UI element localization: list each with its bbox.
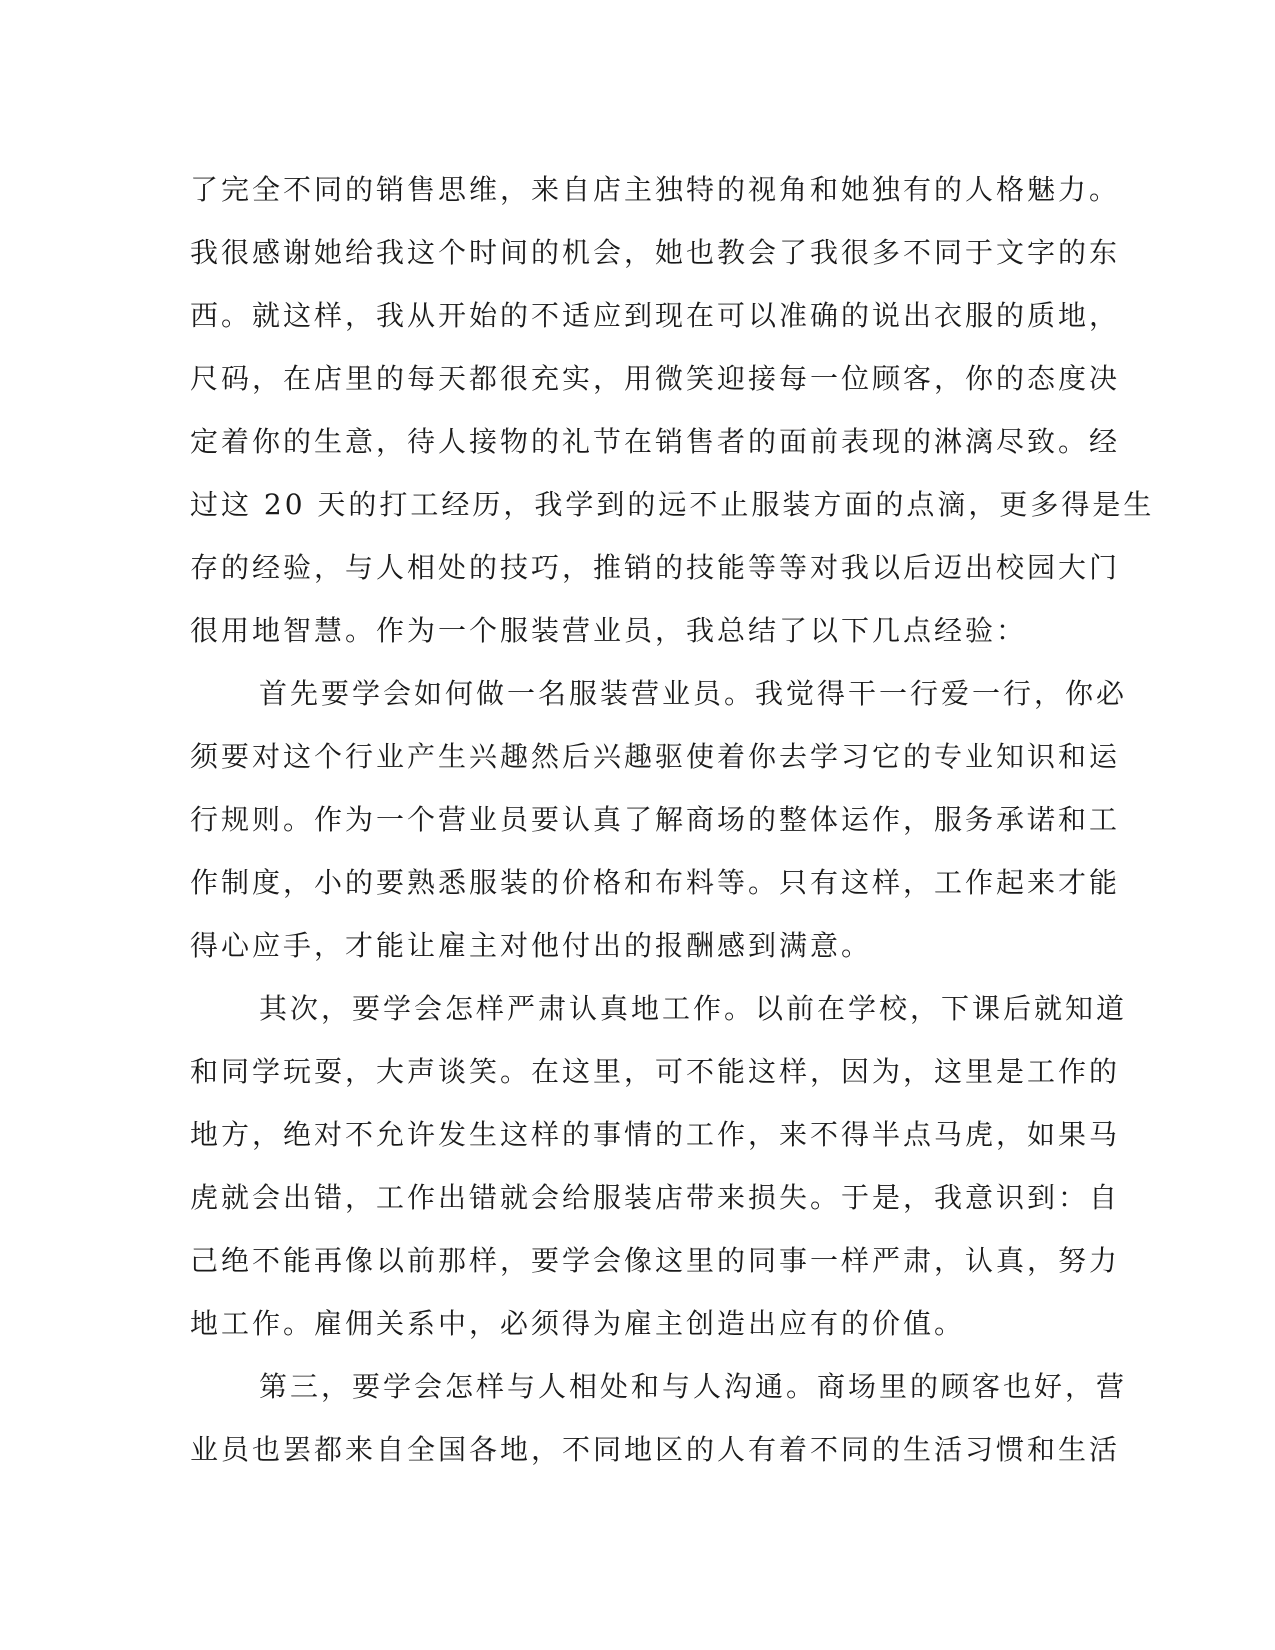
text-line: 须要对这个行业产生兴趣然后兴趣驱使着你去学习它的专业知识和运 bbox=[190, 740, 1121, 773]
text-line: 地工作。雇佣关系中，必须得为雇主创造出应有的价值。 bbox=[190, 1307, 966, 1340]
text-line: 定着你的生意，待人接物的礼节在销售者的面前表现的淋漓尽致。经 bbox=[190, 425, 1121, 458]
text-line: 地方，绝对不允许发生这样的事情的工作，来不得半点马虎，如果马 bbox=[190, 1118, 1121, 1151]
text-line: 过这 20 天的打工经历，我学到的远不止服装方面的点滴，更多得是生 bbox=[190, 488, 1155, 521]
text-line: 尺码，在店里的每天都很充实，用微笑迎接每一位顾客，你的态度决 bbox=[190, 362, 1121, 395]
body-text bbox=[190, 158, 1155, 1481]
text-line: 存的经验，与人相处的技巧，推销的技能等等对我以后迈出校园大门 bbox=[190, 551, 1121, 584]
text-line: 了完全不同的销售思维，来自店主独特的视角和她独有的人格魅力。 bbox=[190, 173, 1121, 206]
text-line: 己绝不能再像以前那样，要学会像这里的同事一样严肃，认真，努力 bbox=[190, 1244, 1121, 1277]
text-line: 我很感谢她给我这个时间的机会，她也教会了我很多不同于文字的东 bbox=[190, 236, 1121, 269]
text-line: 行规则。作为一个营业员要认真了解商场的整体运作，服务承诺和工 bbox=[190, 803, 1121, 836]
paragraph-first-line: 其次，要学会怎样严肃认真地工作。以前在学校，下课后就知道 bbox=[259, 992, 1128, 1025]
text-line: 作制度，小的要熟悉服装的价格和布料等。只有这样，工作起来才能 bbox=[190, 866, 1121, 899]
text-line: 得心应手，才能让雇主对他付出的报酬感到满意。 bbox=[190, 929, 873, 962]
paragraph-first-line: 第三，要学会怎样与人相处和与人沟通。商场里的顾客也好，营 bbox=[259, 1370, 1128, 1403]
text-line: 西。就这样，我从开始的不适应到现在可以准确的说出衣服的质地， bbox=[190, 299, 1121, 332]
text-line: 业员也罢都来自全国各地，不同地区的人有着不同的生活习惯和生活 bbox=[190, 1433, 1121, 1466]
text-line: 和同学玩耍，大声谈笑。在这里，可不能这样，因为，这里是工作的 bbox=[190, 1055, 1121, 1088]
paragraph-first-line: 首先要学会如何做一名服装营业员。我觉得干一行爱一行，你必 bbox=[259, 677, 1128, 710]
text-line: 很用地智慧。作为一个服装营业员，我总结了以下几点经验： bbox=[190, 614, 1028, 647]
text-line: 虎就会出错，工作出错就会给服装店带来损失。于是，我意识到：自 bbox=[190, 1181, 1121, 1214]
